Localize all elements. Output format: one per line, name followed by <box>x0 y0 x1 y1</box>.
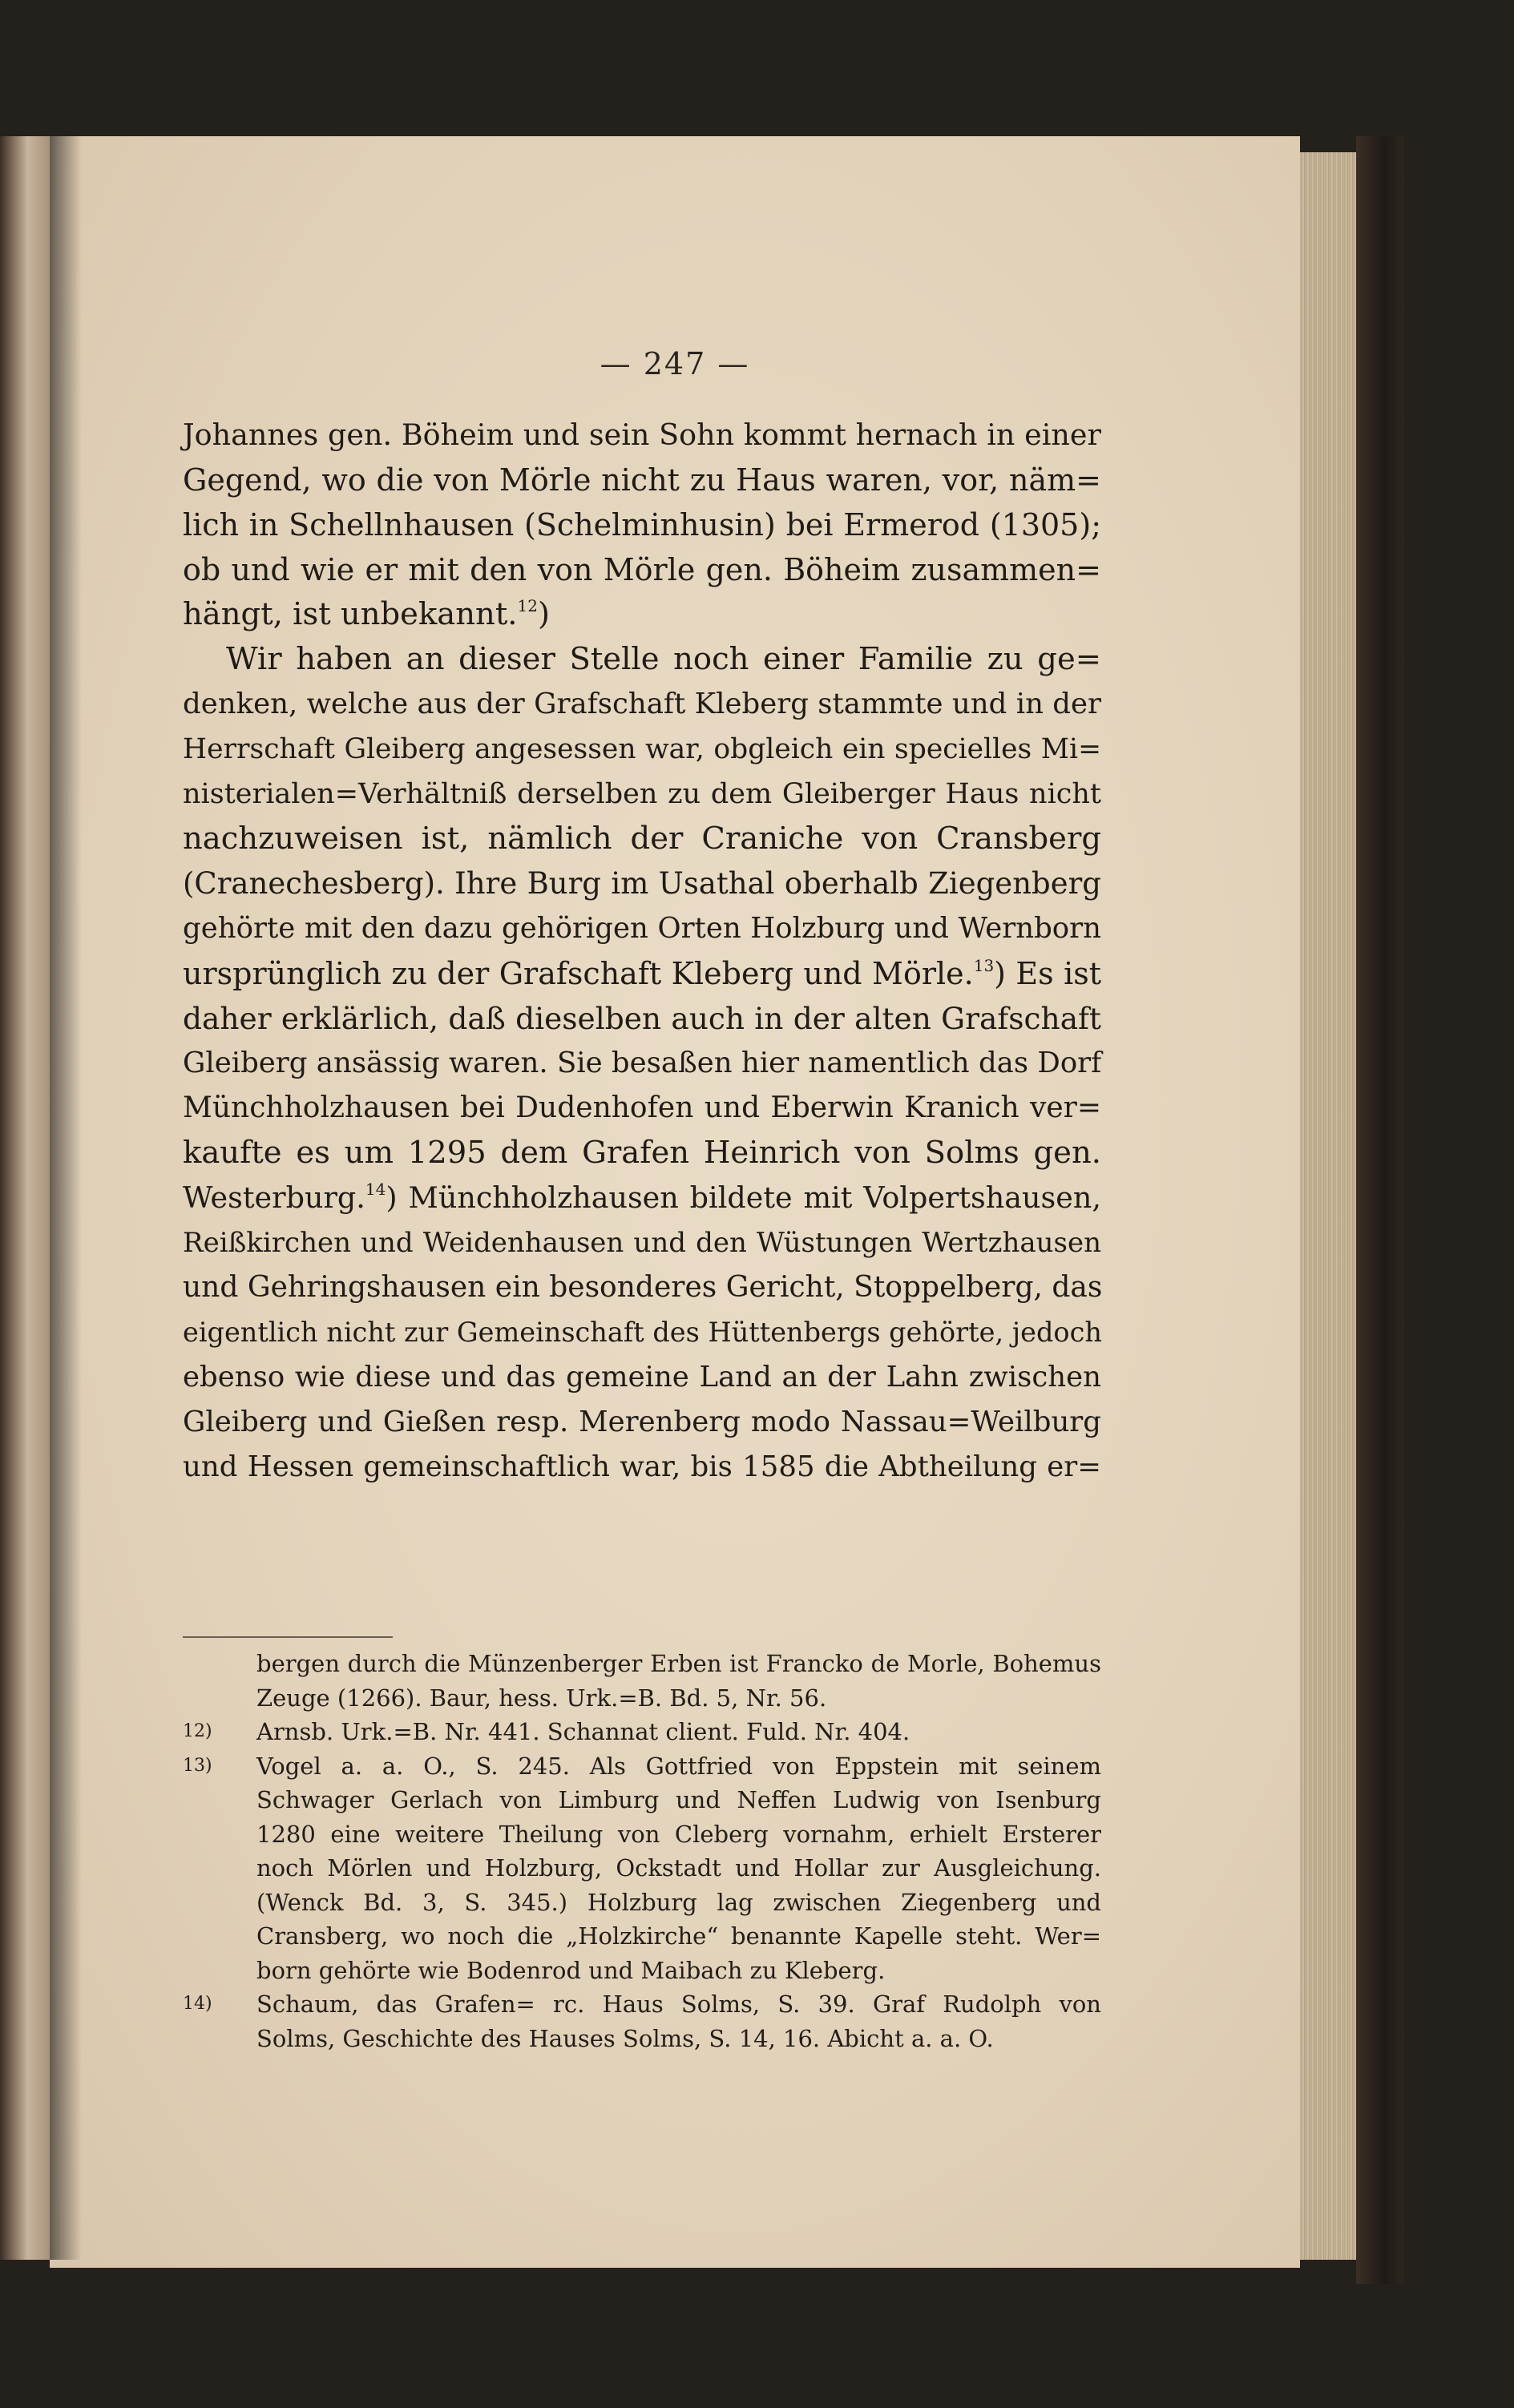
body-line-text: kaufte es um 1295 dem Grafen Heinrich von Solms gen. <box>183 1135 1101 1171</box>
body-line <box>183 547 1101 592</box>
body-line <box>183 951 1101 996</box>
body-line <box>183 727 1101 772</box>
body-line <box>183 906 1101 951</box>
footnote-line: noch Mörlen und Holzburg, Ockstadt und Hollar zur Ausgleichung. <box>256 1854 1101 1882</box>
body-line-text: Gleiberg und Gießen resp. Merenberg modo Nassau=Weilburg <box>183 1406 1101 1438</box>
body-line-text-after: ) Münchholzhausen bildete mit Volpertshausen, <box>386 1180 1101 1215</box>
footnote-line: born gehörte wie Bodenrod und Maibach zu Kleberg. <box>256 1956 886 1984</box>
footnote <box>183 1987 1101 2055</box>
footnote-line: (Wenck Bd. 3, S. 345.) Holzburg lag zwischen Ziegenberg und <box>256 1888 1101 1916</box>
body-line-text: ob und wie er mit den von Mörle gen. Böheim zusammen= <box>183 552 1101 587</box>
footnote-line: bergen durch die Münzenberger Erben ist Francko de Morle, Bohemus <box>256 1650 1101 1677</box>
body-line-text: (Cranechesberg). Ihre Burg im Usathal oberhalb Ziegenberg <box>183 866 1101 901</box>
footnote-line: Zeuge (1266). Baur, hess. Urk.=B. Bd. 5, Nr. 56. <box>256 1684 827 1712</box>
body-line-text: Gegend, wo die von Mörle nicht zu Haus waren, vor, näm= <box>183 462 1101 498</box>
body-line-text: denken, welche aus der Grafschaft Kleberg stammte und in der <box>183 688 1101 720</box>
body-line-text: eigentlich nicht zur Gemeinschaft des Hüttenbergs gehörte, jedoch <box>183 1317 1102 1348</box>
footnote-number: 13) <box>183 1755 212 1776</box>
body-line <box>183 1220 1101 1265</box>
footnote <box>183 1647 1101 1715</box>
body-line <box>183 682 1101 727</box>
footnote-line: Arnsb. Urk.=B. Nr. 441. Schannat client. Fuld. Nr. 404. <box>256 1718 910 1745</box>
body-line-text: ursprünglich zu der Grafschaft Kleberg und Mörle. <box>183 956 974 991</box>
body-line <box>183 637 1101 682</box>
left-page-edge <box>0 136 50 2260</box>
footnote-line: Schaum, das Grafen= rc. Haus Solms, S. 39. Graf Rudolph von <box>256 1991 1101 2018</box>
body-line-text: und Gehringshausen ein besonderes Gericht, Stoppelberg, das <box>183 1271 1103 1304</box>
body-line-text-after: ) <box>537 596 551 632</box>
body-line-text: ebenso wie diese und das gemeine Land an der Lahn zwischen <box>183 1361 1101 1394</box>
body-line-text: gehörte mit den dazu gehörigen Orten Holzburg und Wernborn <box>183 912 1101 945</box>
body-line <box>183 1041 1101 1086</box>
body-line <box>183 1086 1101 1131</box>
footnote-line: Solms, Geschichte des Hauses Solms, S. 14, 16. Abicht a. a. O. <box>256 2024 994 2052</box>
body-line <box>183 772 1101 817</box>
body-line-text: und Hessen gemeinschaftlich war, bis 1585 die Abtheilung er= <box>183 1450 1101 1483</box>
body-line <box>183 1355 1101 1400</box>
body-line <box>183 861 1101 906</box>
page-stack-edge <box>1300 152 1356 2260</box>
body-line-text-after: ) Es ist <box>994 956 1101 991</box>
footnote <box>183 1749 1101 1988</box>
footnote-line: Schwager Gerlach von Limburg und Neffen Ludwig von Isenburg <box>256 1786 1101 1813</box>
page-number: — 247 — <box>600 346 750 381</box>
body-line <box>183 1400 1101 1445</box>
body-line <box>183 592 1101 637</box>
body-line <box>183 1131 1101 1176</box>
body-line-text: nisterialen=Verhältniß derselben zu dem Gleiberger Haus nicht <box>183 778 1101 810</box>
body-line-text: Johannes gen. Böheim und sein Sohn kommt hernach in einer <box>183 417 1101 452</box>
body-line <box>183 458 1101 502</box>
footnotes <box>183 1647 1101 2055</box>
book-page <box>50 136 1300 2268</box>
body-line <box>183 1445 1101 1490</box>
body-text <box>183 413 1101 1490</box>
body-line-text: Herrschaft Gleiberg angesessen war, obgleich ein specielles Mi= <box>183 733 1101 765</box>
footnote-line: Vogel a. a. O., S. 245. Als Gottfried von Eppstein mit seinem <box>256 1752 1101 1780</box>
footnote-rule <box>183 1636 393 1638</box>
footnote-line: 1280 eine weitere Theilung von Cleberg vornahm, erhielt Ersterer <box>256 1820 1101 1848</box>
body-line-text: Münchholzhausen bei Dudenhofen und Eberwin Kranich ver= <box>183 1091 1101 1124</box>
binding-shadow <box>50 136 82 2260</box>
body-line <box>183 413 1101 458</box>
body-line <box>183 1310 1101 1355</box>
body-line-text: daher erklärlich, daß dieselben auch in der alten Grafschaft <box>183 1001 1101 1036</box>
book-cover-edge <box>1356 136 1404 2284</box>
body-line-text: Westerburg. <box>183 1180 365 1215</box>
body-line <box>183 817 1101 861</box>
footnote-reference: 14 <box>365 1180 386 1199</box>
body-line <box>183 1265 1101 1310</box>
footnote-number: 12) <box>183 1721 212 1741</box>
body-line-text: Wir haben an dieser Stelle noch einer Familie zu ge= <box>226 641 1101 677</box>
footnote <box>183 1715 1101 1749</box>
footnote-reference: 13 <box>973 956 995 975</box>
body-line-text: lich in Schellnhausen (Schelminhusin) bei Ermerod (1305); <box>183 507 1101 543</box>
body-line-text: Gleiberg ansässig waren. Sie besaßen hier namentlich das Dorf <box>183 1047 1102 1079</box>
body-line <box>183 996 1101 1041</box>
body-line-text: Reißkirchen und Weidenhausen und den Wüstungen Wertzhausen <box>183 1227 1101 1259</box>
footnote-number: 14) <box>183 1994 212 2014</box>
body-line <box>183 502 1101 547</box>
footnote-reference: 12 <box>517 596 538 615</box>
body-line-text: nachzuweisen ist, nämlich der Craniche von Cransberg <box>183 821 1101 857</box>
footnote-line: Cransberg, wo noch die „Holzkirche“ benannte Kapelle steht. Wer= <box>256 1922 1101 1950</box>
body-line-text: hängt, ist unbekannt. <box>183 596 518 632</box>
body-line <box>183 1176 1101 1220</box>
